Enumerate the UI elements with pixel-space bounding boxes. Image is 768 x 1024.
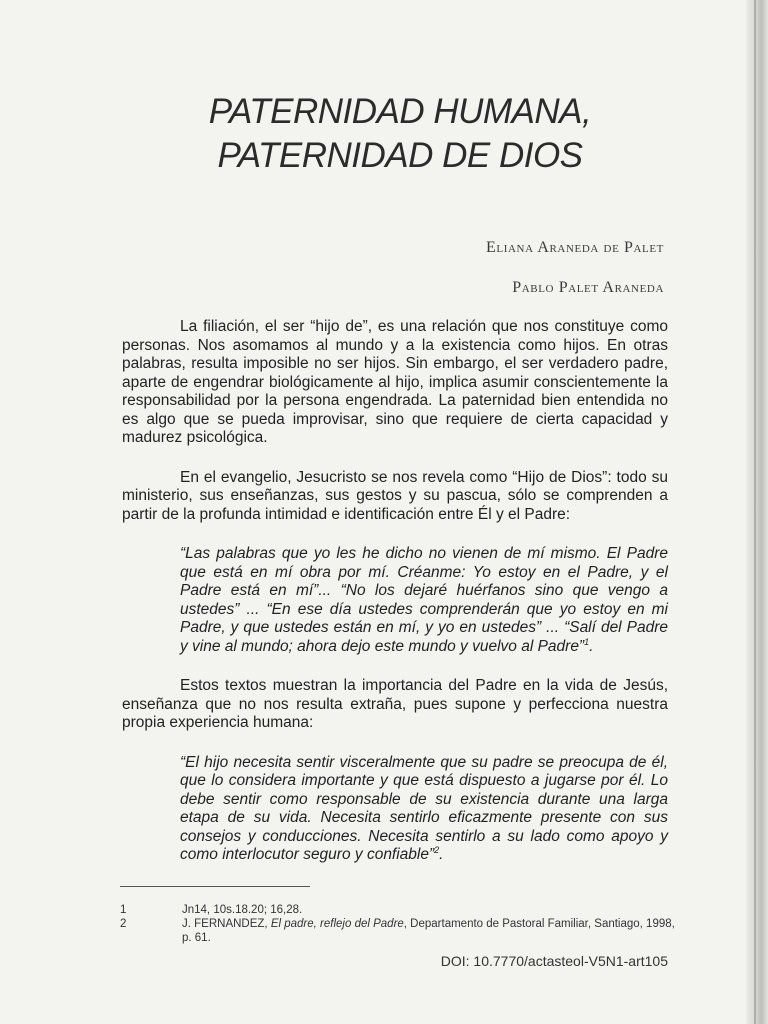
footnote-2-author: J. FERNANDEZ,	[182, 918, 268, 930]
paragraph-1: La filiación, el ser “hijo de”, es una relación que nos constituye como personas. Nos asomamos al mundo y a la existencia como hijos. En otras palabras, resulta imposible no ser hijos. Sin embargo, el ser verdadero padre, aparte de engendrar biológicamente al hijo, implica asumir conscientemente la responsabilidad por la persona engendrada. La paternidad bien entendida no es algo que se pueda improvisar, sino que requiere de cierta capacidad y madurez psicológica.	[122, 318, 668, 446]
footnote-ref-1: 1	[584, 636, 590, 647]
quote-1-end: .	[589, 637, 594, 655]
quote-2-text: “El hijo necesita sentir visceralmente que su padre se preocupa de él, que lo considera importante y que está dispuesto a jugarse por él. Lo debe sentir como responsable de su existencia durante una larga etapa de su vida. Necesita sentirlo eficazmente presente con sus consejos y conducciones. Necesita sentirlo a su lado como apoyo y como interlocutor seguro y confiable”	[180, 753, 668, 863]
footnote-2-work: El padre, reflejo del Padre	[270, 918, 404, 930]
binding-edge-line	[754, 0, 756, 1024]
author-1: Eliana Araneda de Palet	[486, 239, 664, 256]
paragraph-2: En el evangelio, Jesucristo se nos revela como “Hijo de Dios”: todo su ministerio, sus enseñanzas, sus gestos y su pascua, sólo se comprenden a partir de la profunda intimidad e identificación entre Él y el Padre:	[122, 468, 668, 523]
footnote-1-number: 1	[120, 904, 127, 916]
footnote-2-number: 2	[120, 918, 127, 930]
quote-2-end: .	[439, 846, 444, 863]
doi-label: DOI: 10.7770/actasteol-V5N1-art105	[440, 953, 668, 969]
footnote-2-text	[182, 917, 680, 945]
title-line-1: PATERNIDAD HUMANA,	[208, 92, 592, 131]
title-line-2: PATERNIDAD DE DIOS	[217, 136, 583, 175]
quote-1	[180, 545, 668, 656]
quote-2	[180, 754, 668, 865]
article-body	[122, 318, 668, 865]
quote-1-text: “Las palabras que yo les he dicho no vienen de mí mismo. El Padre que está en mí obra por mí. Créanme: Yo estoy en el Padre, y el Padre está en mí”... “No los dejaré huérfanos sino que vengo a ustedes” ... “En ese día ustedes comprenderán que yo estoy en mi Padre, y que ustedes están en mí, y yo en ustedes” ... “Salí del Padre y vine al mundo; ahora dejo este mundo y vuelvo al Padre”	[180, 545, 668, 655]
footnote-1	[120, 903, 680, 917]
paragraph-3: Estos textos muestran la importancia del Padre en la vida de Jesús, enseñanza que no nos resulta extraña, pues supone y perfecciona nuestra propia experiencia humana:	[122, 677, 668, 731]
page-edge-shadow	[746, 0, 768, 1024]
footnote-ref-2: 2	[434, 844, 440, 855]
footnote-1-text: Jn14, 10s.18.20; 16,28.	[182, 904, 303, 916]
author-list	[486, 228, 664, 308]
article-title	[120, 90, 680, 178]
footnote-2	[120, 917, 680, 945]
footnote-2-rest: , Departamento de Pastoral Familiar, Santiago, 1998, p. 61.	[182, 918, 675, 944]
footnotes	[120, 903, 680, 945]
footnote-separator	[120, 886, 310, 887]
author-2: Pablo Palet Araneda	[512, 279, 664, 296]
